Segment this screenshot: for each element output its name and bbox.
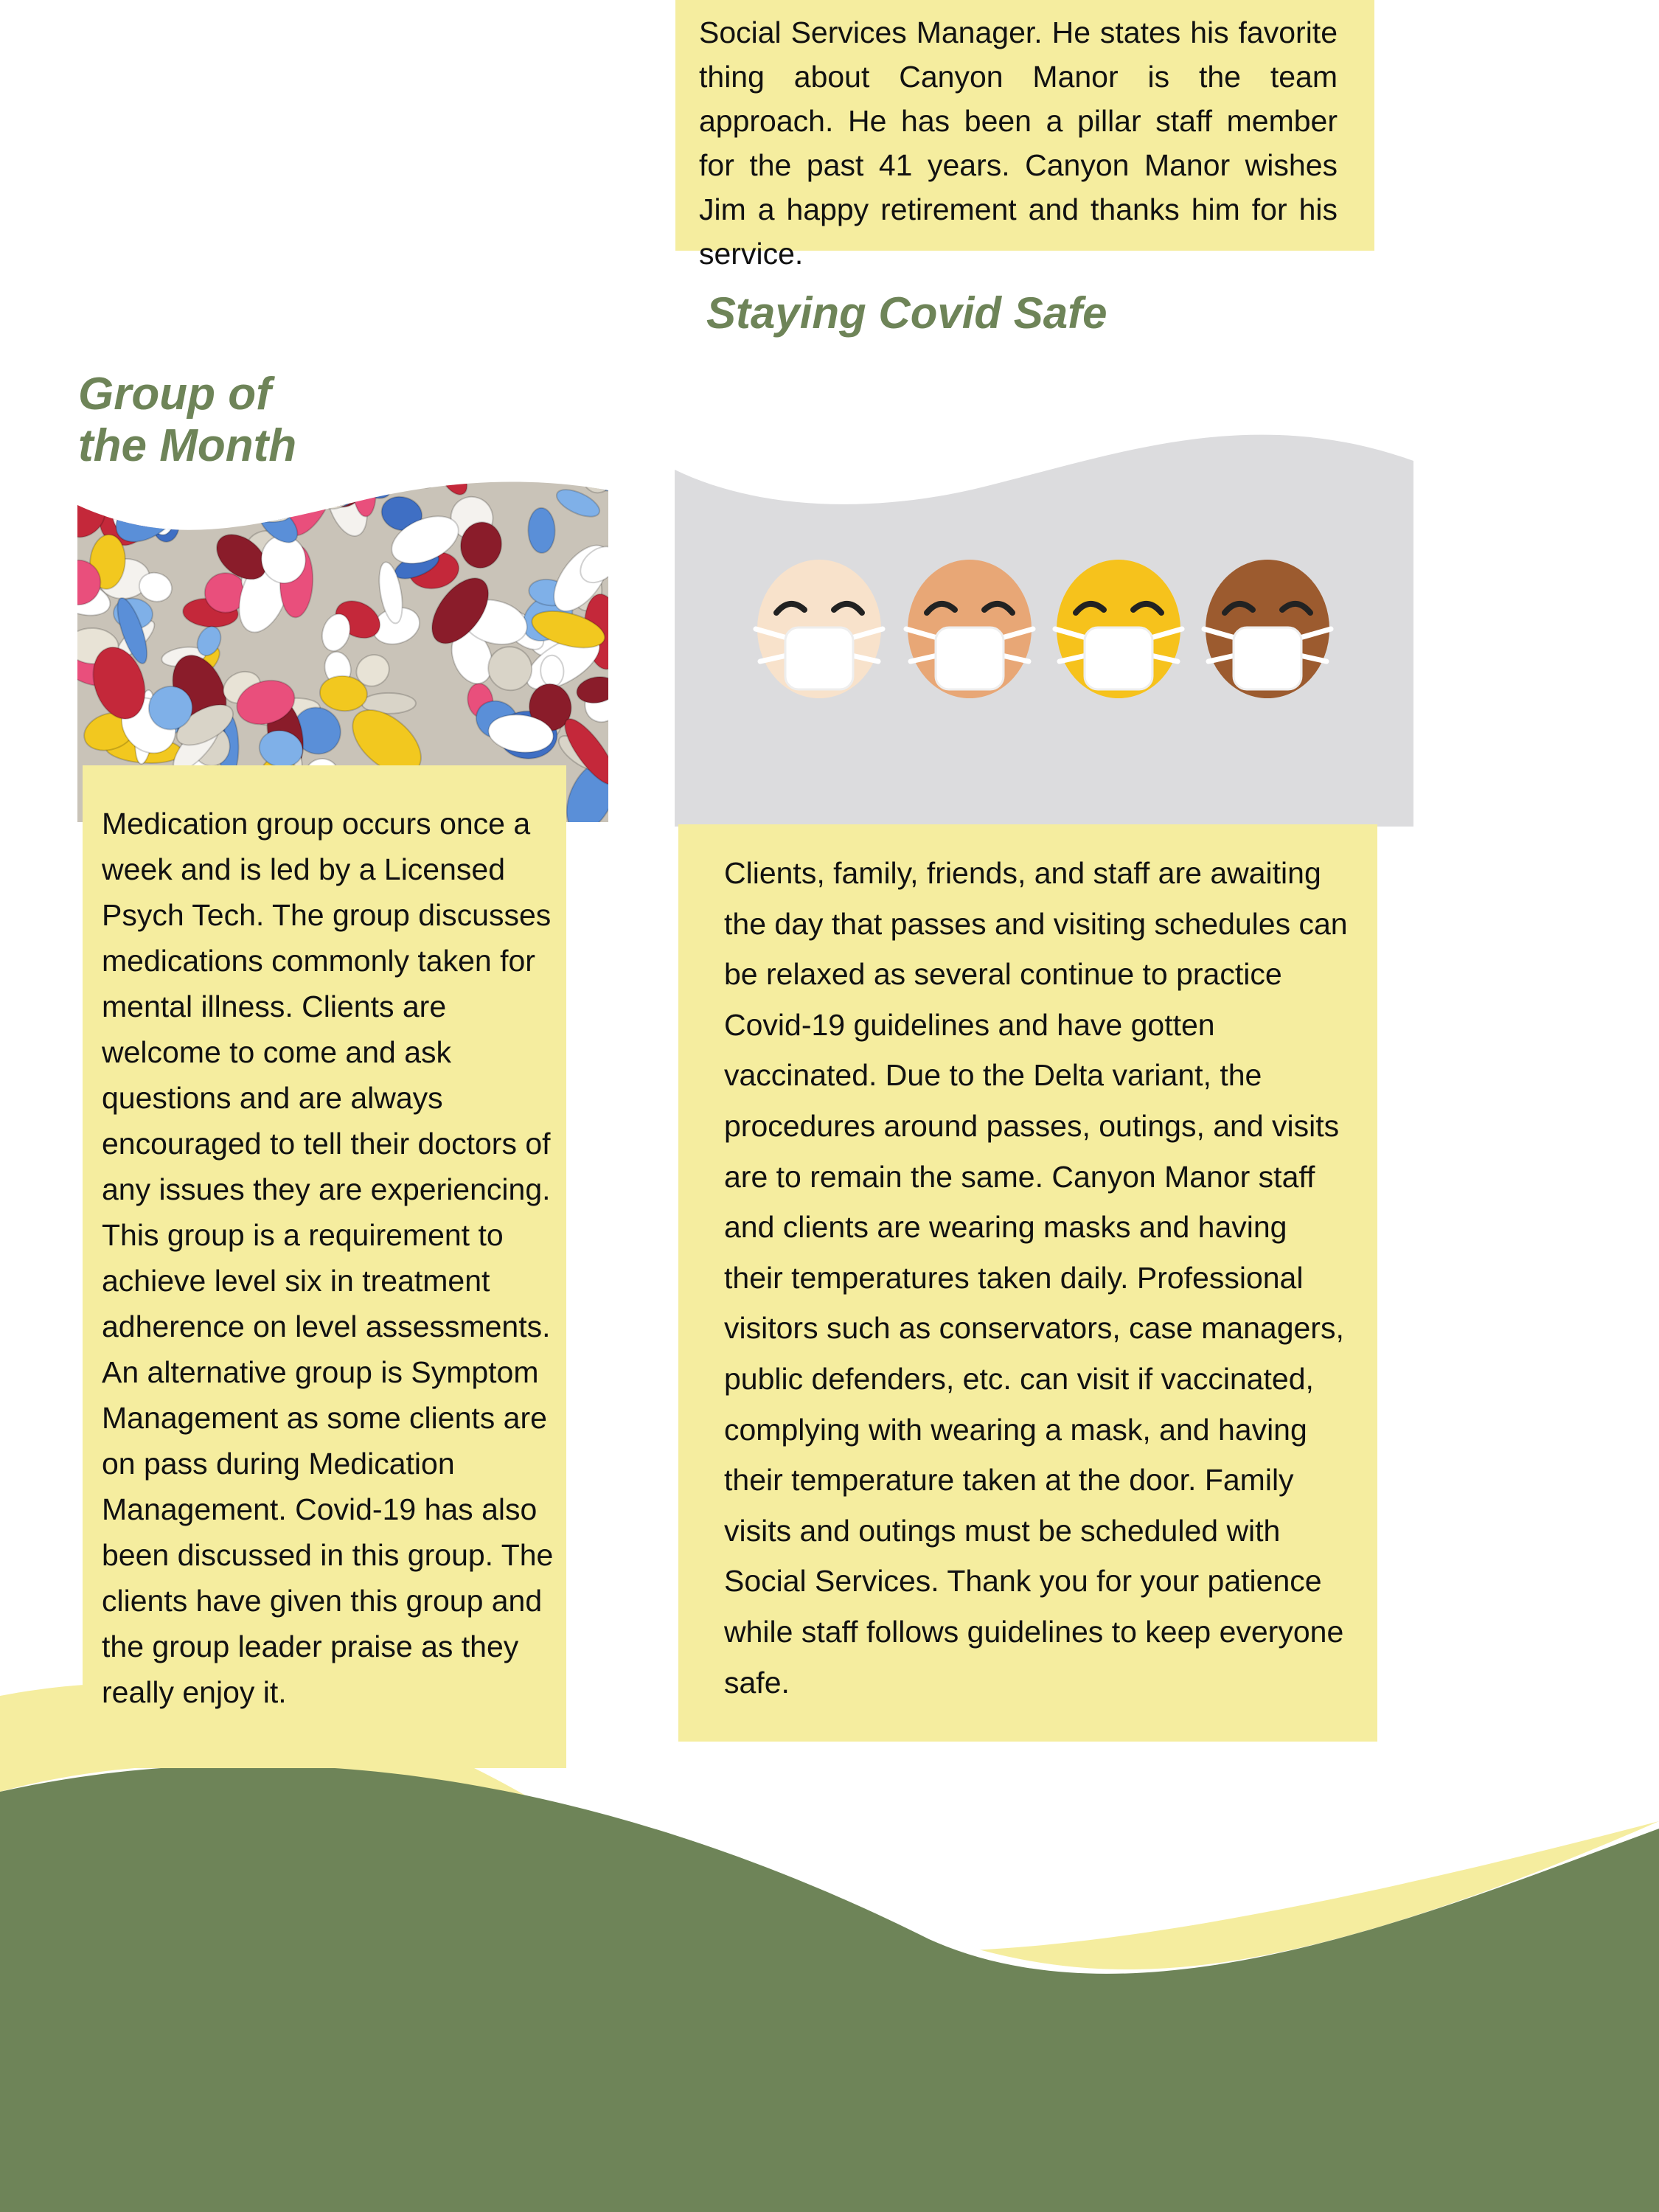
pill-shape	[223, 490, 292, 526]
pill-shape	[528, 508, 555, 554]
pill-shape	[197, 472, 260, 505]
group-section-heading	[78, 369, 296, 472]
retirement-text: Social Services Manager. He states his favorite thing about Canyon Manor is the team approach. He has been a pillar staff member for the past 41 years. Canyon Manor wishes Jim a happy retirement and thanks him for his service.	[699, 15, 1338, 271]
covid-text: Clients, family, friends, and staff are awaiting the day that passes and visiting schedules can be relaxed as several continue to practice Covid-19 guidelines and have gotten vaccinated. Due to the Delta variant, the procedures around passes, outings, and visits are to remain the same. Canyon Manor staff and clients are wearing masks and having their temperatures taken daily. Professional visitors such as conservators, case managers, public defenders, etc. can visit if vaccinated, complying with wearing a mask, and having their temperature taken at the door. Family visits and outings must be scheduled with Social Services. Thank you for your patience while staff follows guidelines to keep everyone safe.	[724, 856, 1348, 1700]
pill-shape	[148, 475, 178, 535]
group-text-box	[83, 765, 566, 1768]
group-text: Medication group occurs once a week and is led by a Licensed Psych Tech. The group discusses medications commonly taken for mental illness. Clients are welcome to come and ask questions and are always encouraged to tell their doctors of any issues they are experiencing. This group is a requirement to achieve level six in treatment adherence on level assessments. An alternative group is Symptom Management as some clients are on pass during Medication Management. Covid-19 has also been discussed in this group. The clients have given this group and the group leader praise as they really enjoy it.	[102, 807, 554, 1709]
covid-text-box	[678, 824, 1377, 1742]
group-heading-line2: the Month	[78, 420, 297, 471]
masked-faces-panel	[675, 431, 1413, 827]
green-wave	[0, 1765, 1659, 2212]
group-heading-line1: Group of	[78, 369, 271, 420]
pill-shape	[125, 472, 217, 526]
covid-section-heading: Staying Covid Safe	[706, 288, 1107, 338]
pill-shape	[145, 472, 184, 504]
pill-shape	[251, 491, 307, 517]
pill-shape	[102, 481, 141, 512]
retirement-text-box	[675, 0, 1374, 271]
pill-shape	[97, 472, 154, 520]
